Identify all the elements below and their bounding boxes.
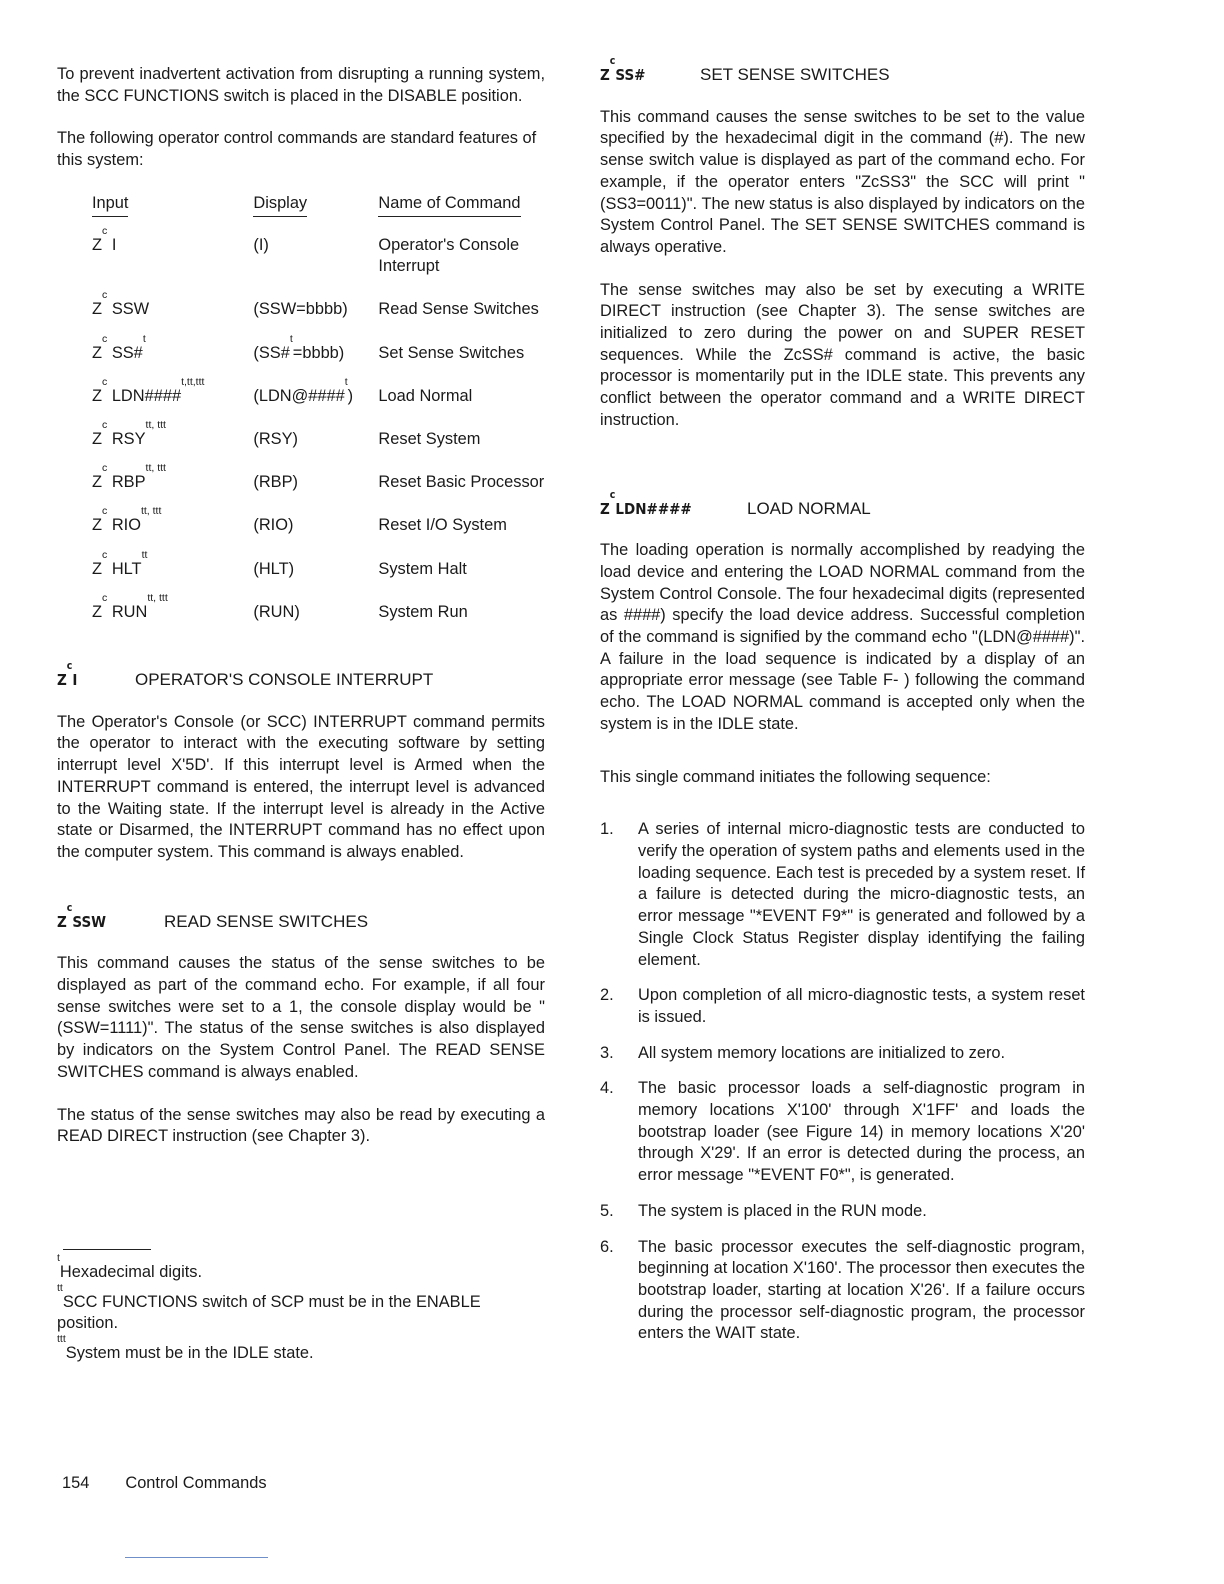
cell-display: (RUN)	[253, 602, 300, 621]
cell-input: $Z^c$ SSW	[92, 289, 150, 319]
column-header-display: Display	[253, 193, 378, 235]
cell-input: $Z^c$ $RBP^{tt, ttt}$	[92, 462, 166, 492]
cell-name: Set Sense Switches	[378, 343, 525, 362]
cell-input: $Z^c$ I	[92, 224, 117, 254]
cell-display: (RIO)	[253, 516, 294, 535]
sss-paragraph: This command causes the sense switches to be set to the value specified by the hexadecimal digit in the command (#). The new sense switch value is displayed as part of the command echo. For example, if the operator enters "ZcSS3" the SCC will print "(SS3=0011)". The new status is also displayed by indicators on the System Control Panel. The SET SENSE SWITCHES command is always operative.	[600, 107, 1085, 256]
table-row	[92, 343, 545, 386]
rss-paragraph: This command causes the status of the sense switches to be displayed as part of the command echo. For example, if all four sense switches were set to a 1, the console display would be "(SSW=1111)". The status of the sense switches is also displayed by indicators on the System Control Panel. The READ SENSE SWITCHES command is always enabled.	[57, 954, 545, 1081]
command-code: $Z^cLDN\#\#\#\#$	[600, 488, 692, 518]
cell-name: Operator's Console Interrupt	[378, 235, 520, 276]
footnotes	[57, 1252, 545, 1365]
list-item: 4. The basic processor loads a self-diagnostic program in memory locations X'100' through X'1FF' and loads the bootstrap loader (see Figure 14) in memory locations X'20' through X'29'. If an error is detected during the process, an error message "*EVENT F0*", is generated.	[600, 1079, 1085, 1185]
footnote: $^t$Hexadecimal digits.	[57, 1252, 203, 1281]
cell-input: $Z^c$ LDN####$^{t,tt,ttt}$	[92, 375, 205, 405]
footnote: $^{tt}$SCC FUNCTIONS switch of SCP must be in the ENABLE position.	[57, 1281, 481, 1333]
cell-display: (LDN@####$^t$)	[253, 375, 354, 405]
table-header-row	[92, 193, 545, 235]
list-item: 1. A series of internal micro-diagnostic tests are conducted to verify the operation of system paths and elements used in the loading sequence. Each test is preceded by a system reset. If a failure is detected during the micro-diagnostic tests, an error message "*EVENT F9*" is generated and followed by a Single Clock Status Register display identifying the failing element.	[600, 820, 1085, 969]
cell-name: Reset System	[378, 430, 481, 449]
command-code: $Z^cI$	[57, 660, 78, 690]
cell-input: $Z^c$ $RUN^{tt, ttt}$	[92, 591, 168, 621]
command-table	[92, 193, 545, 645]
cell-display: (SS#$^t$=bbbb)	[253, 332, 345, 362]
section-heading-rss	[57, 901, 545, 934]
section-title: SET SENSE SWITCHES	[700, 65, 890, 84]
footnote-rule	[63, 1249, 151, 1250]
command-code: $Z^cSSW$	[57, 901, 107, 931]
sequence-list	[600, 819, 1085, 1345]
cell-display: (RSY)	[253, 430, 299, 449]
page-footer	[62, 1474, 303, 1493]
right-column	[600, 55, 1085, 1359]
cell-input: $Z^c$ $RSY^{tt, ttt}$	[92, 419, 166, 449]
cell-name: System Run	[378, 602, 468, 621]
footer-section: Control Commands	[125, 1474, 267, 1492]
cell-name: Reset Basic Processor	[378, 473, 545, 492]
footnote: $^{ttt}$System must be in the IDLE state.	[57, 1333, 314, 1363]
section-heading-sss	[600, 55, 1085, 87]
cell-display: (I)	[253, 235, 269, 254]
cell-display: (HLT)	[253, 559, 295, 578]
table-row	[92, 235, 545, 300]
list-item: 3. All system memory locations are initialized to zero.	[600, 1043, 1006, 1062]
cell-display: (RBP)	[253, 473, 299, 492]
page-number: 154	[62, 1474, 90, 1492]
cell-name: Read Sense Switches	[378, 300, 539, 319]
cell-name: System Halt	[378, 559, 467, 578]
cell-display: (SSW=bbbb)	[253, 300, 348, 319]
list-item: 5. The system is placed in the RUN mode.	[600, 1201, 927, 1220]
table-row	[92, 602, 545, 645]
rss-paragraph-2: The status of the sense switches may also be read by executing a READ DIRECT instruction (see Chapter 3).	[57, 1105, 545, 1146]
column-header-name: Name of Command	[378, 193, 545, 235]
scan-line	[125, 1557, 268, 1558]
table-row	[92, 299, 545, 342]
cell-input: $Z^c$ $RIO^{tt, ttt}$	[92, 505, 162, 535]
command-code: $Z^cSS\#$	[600, 55, 646, 84]
section-title: LOAD NORMAL	[747, 498, 871, 518]
oci-paragraph: The Operator's Console (or SCC) INTERRUPT command permits the operator to interact with the executing software by setting interrupt level X'5D'. If this interrupt level is Armed when the INTERRUPT command is entered, the interrupt level is advanced to the Waiting state. If the interrupt level is already in the Active state or Disarmed, the INTERRUPT command has no effect upon the computer system. This command is always enabled.	[57, 712, 545, 861]
section-heading-oci	[57, 660, 545, 692]
section-heading-ldn	[600, 488, 1085, 521]
column-header-input: Input	[92, 193, 253, 235]
cell-name: Load Normal	[378, 386, 473, 405]
cell-name: Reset I/O System	[378, 516, 507, 535]
ldn-paragraph: The loading operation is normally accomplished by readying the load device and entering the LOAD NORMAL command from the System Control Console. The four hexadecimal digits (represented as ####) specify the load device address. Successful completion of the command is signified by the command echo "(LDN@####)". A failure in the load sequence is indicated by a display of an appropriate error message (see Table F- ) following the command echo. The LOAD NORMAL command is accepted only when the system is in the IDLE state.	[600, 541, 1085, 733]
section-title: OPERATOR'S CONSOLE INTERRUPT	[135, 670, 434, 690]
left-column	[57, 64, 545, 1373]
intro-paragraph: To prevent inadvertent activation from disrupting a running system, the SCC FUNCTIONS switch is placed in the DISABLE position.	[57, 65, 545, 105]
cell-input: $Z^c$ $HLT^{tt}$	[92, 548, 148, 578]
intro-paragraph-2: The following operator control commands are standard features of this system:	[57, 129, 537, 170]
section-title: READ SENSE SWITCHES	[164, 911, 369, 931]
table-row	[92, 515, 545, 558]
sss-paragraph-2: The sense switches may also be set by executing a WRITE DIRECT instruction (see Chapter 3). The sense switches are initialized to zero during the power on and SUPER RESET sequences. While the ZcSS# command is active, the basic processor is momentarily put in the IDLE state. This prevents any conflict between the operator command and a WRITE DIRECT instruction.	[600, 280, 1085, 429]
list-item: 2. Upon completion of all micro-diagnostic tests, a system reset is issued.	[600, 986, 1085, 1026]
list-item: 6. The basic processor executes the self-diagnostic program, beginning at location X'160'. The processor then executes the bootstrap loader, starting at location X'26'. If a failure occurs during the processor self-diagnostic program, the processor enters the WAIT state.	[600, 1237, 1085, 1343]
cell-input: $Z^c$ SS#$^t$	[92, 332, 146, 362]
ldn-paragraph-2: This single command initiates the following sequence:	[600, 767, 991, 786]
